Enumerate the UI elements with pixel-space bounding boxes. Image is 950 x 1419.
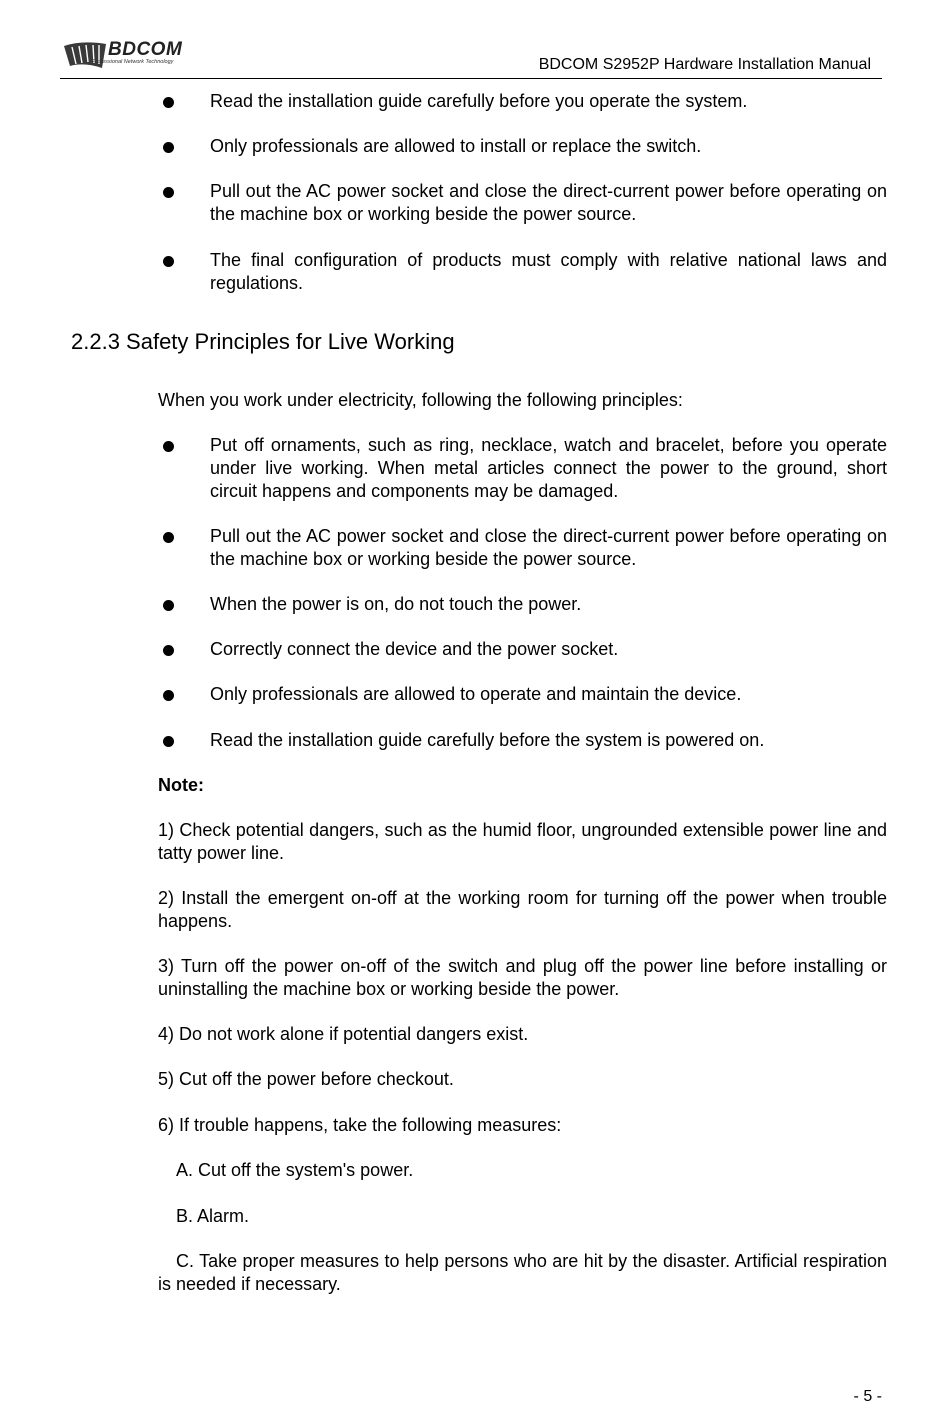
list-item-text: Read the installation guide carefully before the system is powered on.: [210, 730, 765, 750]
measure-item: C. Take proper measures to help persons who are hit by the disaster. Artificial respiration is needed if necessary.: [158, 1251, 887, 1294]
bullet-icon: [163, 532, 174, 543]
bullet-icon: [163, 600, 174, 611]
list-item-text: Only professionals are allowed to operate and maintain the device.: [210, 684, 742, 704]
note-item: 2) Install the emergent on-off at the working room for turning off the power when trouble happens.: [158, 888, 887, 931]
logo-tagline: Professional Network Technology: [92, 59, 174, 65]
bullet-icon: [163, 97, 174, 108]
bullet-icon: [163, 736, 174, 747]
note-item: 3) Turn off the power on-off of the switch and plug off the power line before installing or uninstalling the machine box or working beside the power.: [158, 956, 887, 999]
bdcom-logo-mark-icon: [62, 38, 108, 70]
list-item-text: Pull out the AC power socket and close the direct-current power before operating on the machine box or working beside the power source.: [210, 181, 887, 224]
note-item: 5) Cut off the power before checkout.: [158, 1069, 454, 1089]
measure-item: B. Alarm.: [176, 1206, 250, 1226]
document-title: BDCOM S2952P Hardware Installation Manual: [538, 56, 871, 73]
bullet-icon: [163, 645, 174, 656]
bullet-icon: [163, 187, 174, 198]
section-intro: When you work under electricity, following the following principles:: [158, 390, 683, 410]
list-item-text: Read the installation guide carefully before you operate the system.: [210, 91, 748, 111]
bdcom-logo: [62, 38, 202, 72]
bullet-icon: [163, 256, 174, 267]
note-item: 6) If trouble happens, take the following measures:: [158, 1115, 562, 1135]
bullet-icon: [163, 441, 174, 452]
list-item-text: The final configuration of products must comply with relative national laws and regulations.: [210, 250, 887, 293]
bullet-icon: [163, 142, 174, 153]
section-heading: 2.2.3 Safety Principles for Live Working: [71, 329, 455, 354]
list-item-text: Pull out the AC power socket and close the direct-current power before operating on the machine box or working beside the power source.: [210, 526, 887, 569]
note-label: Note:: [158, 775, 204, 795]
measure-item: A. Cut off the system's power.: [176, 1160, 414, 1180]
bullet-icon: [163, 690, 174, 701]
logo-wordmark: BDCOM: [108, 39, 183, 60]
list-item-text: Correctly connect the device and the power socket.: [210, 639, 619, 659]
list-item-text: Put off ornaments, such as ring, necklace, watch and bracelet, before you operate under live working. When metal articles connect the power to the ground, short circuit happens and components may be damaged.: [210, 435, 887, 501]
page-number: - 5 -: [853, 1388, 882, 1405]
list-item-text: Only professionals are allowed to install or replace the switch.: [210, 136, 702, 156]
list-item-text: When the power is on, do not touch the power.: [210, 594, 582, 614]
page-header: [60, 36, 882, 79]
note-item: 4) Do not work alone if potential dangers exist.: [158, 1024, 529, 1044]
note-item: 1) Check potential dangers, such as the humid floor, ungrounded extensible power line and tatty power line.: [158, 820, 887, 863]
